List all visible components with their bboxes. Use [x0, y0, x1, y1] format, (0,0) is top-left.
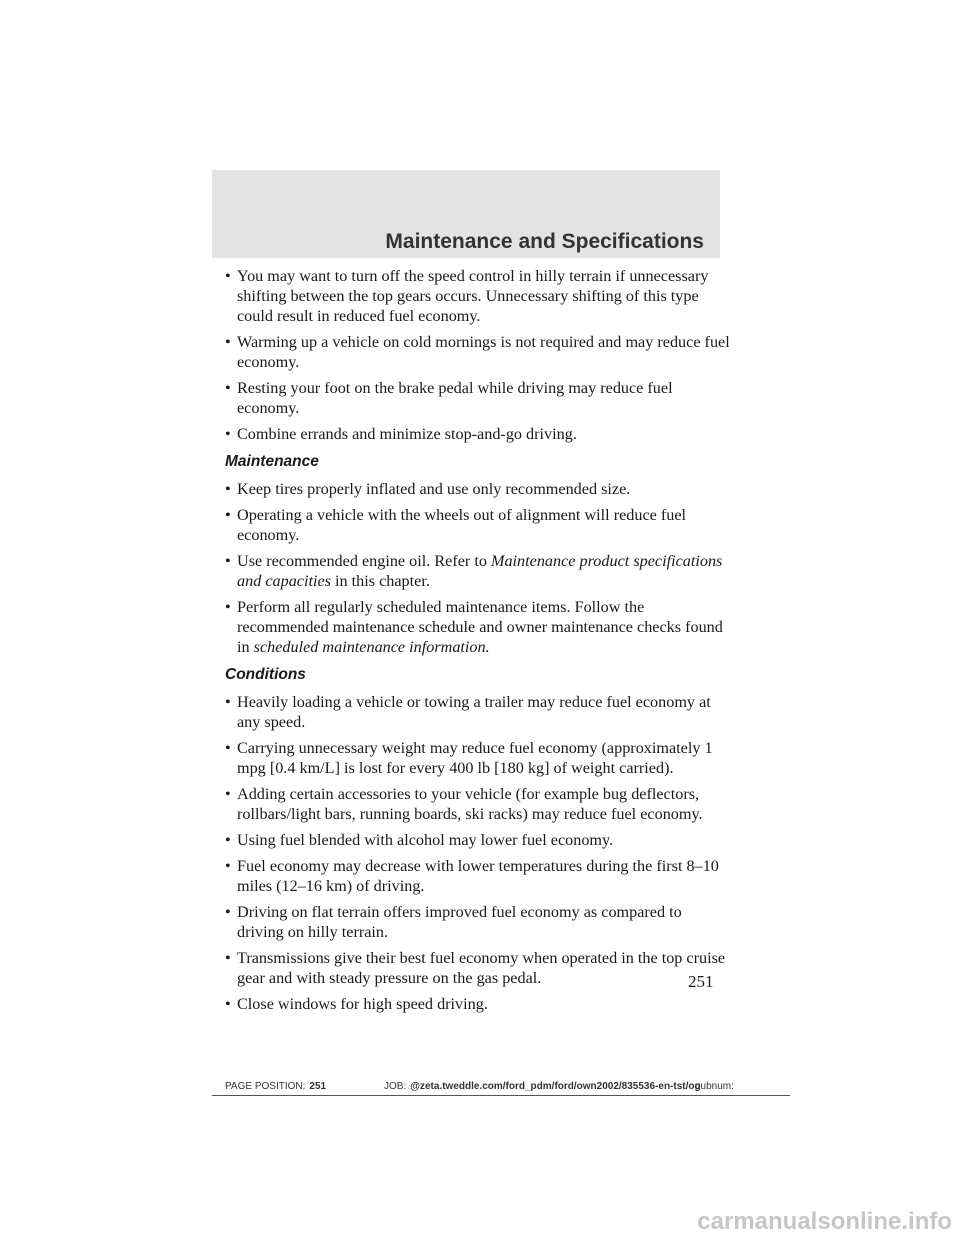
list-item	[225, 597, 730, 657]
list-item-text: Using fuel blended with alcohol may lower fuel economy.	[237, 831, 614, 849]
page-position-label: PAGE POSITION:	[225, 1081, 306, 1092]
list-item	[225, 902, 730, 942]
list-item-text: Carrying unnecessary weight may reduce fuel economy (approximately 1 mpg [0.4 km/L] is lost for every 400 lb [180 kg] of weight carried).	[237, 739, 713, 777]
list-item	[225, 266, 730, 326]
list-item	[225, 948, 730, 988]
header-banner	[212, 170, 720, 258]
list-item	[225, 505, 730, 545]
page-content	[225, 266, 730, 1020]
pubnum-label: pubnum:	[695, 1081, 734, 1092]
list-item	[225, 856, 730, 896]
list-item	[225, 784, 730, 824]
bullet-icon: •	[225, 995, 231, 1013]
list-item-text: Fuel economy may decrease with lower temperatures during the first 8–10 miles (12–16 km) of driving.	[237, 857, 719, 895]
list-item	[225, 692, 730, 732]
bullet-icon: •	[225, 333, 231, 351]
list-item	[225, 378, 730, 418]
footer-divider	[212, 1095, 790, 1096]
list-item-text: Close windows for high speed driving.	[237, 995, 488, 1013]
cross-reference-link: Maintenance product specifications and capacities	[237, 552, 723, 590]
list-item-text-end: in this chapter.	[330, 572, 430, 590]
bullet-icon: •	[225, 903, 231, 921]
watermark: carmanualsonline.info	[697, 1208, 952, 1235]
cross-reference-link: scheduled maintenance information.	[253, 638, 490, 656]
bullet-icon: •	[225, 267, 231, 285]
bullet-icon: •	[225, 785, 231, 803]
list-item-text	[237, 552, 722, 590]
bullet-icon: •	[225, 506, 231, 524]
list-item	[225, 424, 730, 444]
list-item-text: Warming up a vehicle on cold mornings is not required and may reduce fuel economy.	[237, 333, 730, 371]
job-label: JOB:	[384, 1081, 407, 1092]
list-item-text: Heavily loading a vehicle or towing a trailer may reduce fuel economy at any speed.	[237, 693, 711, 731]
bullet-icon: •	[225, 831, 231, 849]
bullet-icon: •	[225, 949, 231, 967]
list-item	[225, 994, 730, 1014]
list-item-text: Combine errands and minimize stop-and-go driving.	[237, 425, 577, 443]
maintenance-heading: Maintenance	[225, 453, 319, 470]
list-item	[225, 332, 730, 372]
bullet-icon: •	[225, 857, 231, 875]
bullet-icon: •	[225, 739, 231, 757]
bullet-icon: •	[225, 379, 231, 397]
list-item-text: Adding certain accessories to your vehicle (for example bug deflectors, rollbars/light bars, running boards, ski racks) may reduce fuel economy.	[237, 785, 703, 823]
list-item-text: Resting your foot on the brake pedal while driving may reduce fuel economy.	[237, 379, 673, 417]
list-item-text: Operating a vehicle with the wheels out of alignment will reduce fuel economy.	[237, 506, 687, 544]
list-item	[225, 738, 730, 778]
bullet-icon: •	[225, 598, 231, 616]
bullet-icon: •	[225, 480, 231, 498]
bullet-icon: •	[225, 693, 231, 711]
list-item	[225, 830, 730, 850]
list-item-text-start: Perform all regularly scheduled maintenance items. Follow the recommended maintenance schedule and owner maintenance checks found in	[237, 598, 723, 656]
list-item-text	[237, 598, 723, 656]
list-item-text-start: Use recommended engine oil. Refer to	[237, 552, 491, 570]
list-item	[225, 479, 730, 499]
page-position-value: 251	[309, 1081, 327, 1092]
list-item	[225, 551, 730, 591]
print-footer	[225, 1081, 790, 1092]
conditions-heading: Conditions	[225, 666, 306, 683]
list-item-text: You may want to turn off the speed control in hilly terrain if unnecessary shifting between the top gears occurs. Unnecessary shifting of this type could result in reduced fuel economy.	[237, 267, 709, 325]
job-field	[384, 1081, 701, 1092]
job-value: @zeta.tweddle.com/ford_pdm/ford/own2002/835536-en-tst/og	[410, 1081, 701, 1092]
list-item-text: Transmissions give their best fuel economy when operated in the top cruise gear and with steady pressure on the gas pedal.	[237, 949, 726, 987]
list-item-text: Driving on flat terrain offers improved fuel economy as compared to driving on hilly terrain.	[237, 903, 682, 941]
page-number: 251	[688, 972, 714, 991]
list-item-text: Keep tires properly inflated and use only recommended size.	[237, 480, 631, 498]
bullet-icon: •	[225, 552, 231, 570]
bullet-icon: •	[225, 425, 231, 443]
page-title: Maintenance and Specifications	[385, 230, 704, 253]
